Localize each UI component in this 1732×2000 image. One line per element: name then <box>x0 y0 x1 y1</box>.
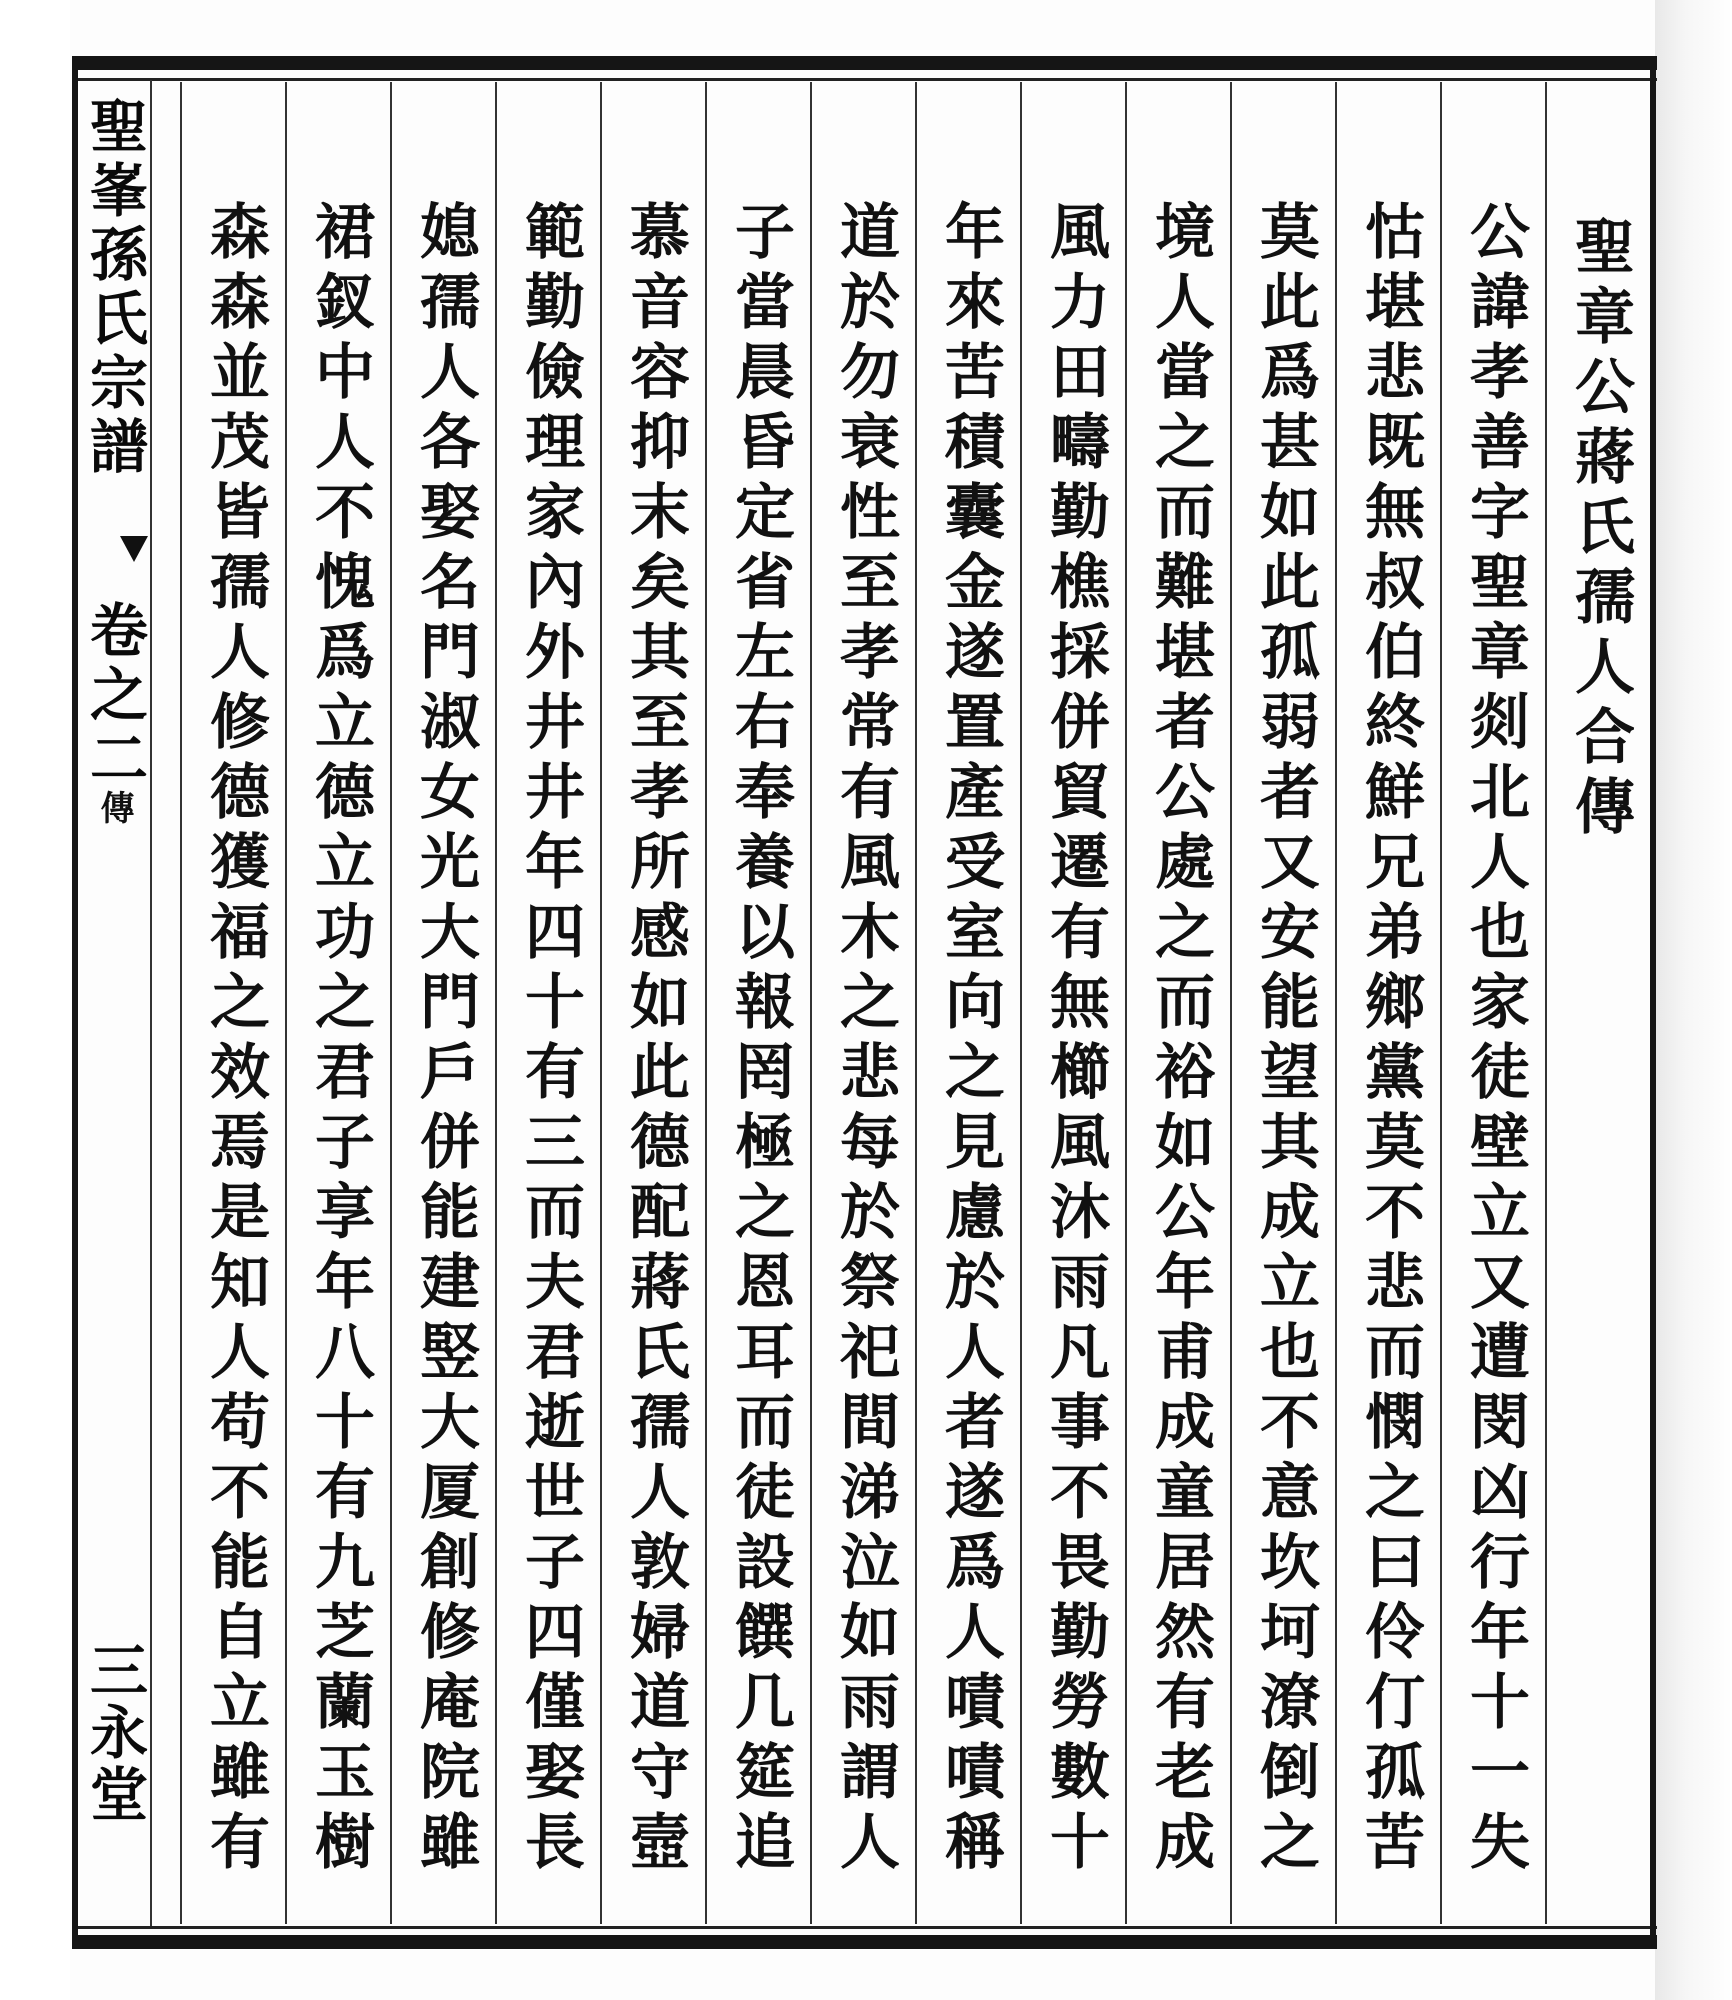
page-margin-right <box>1655 0 1732 2000</box>
text-column: 風力田疇勤樵採併貿遷有無櫛風沐雨凡事不畏勤勞數十 <box>1040 200 1110 1880</box>
text-column: 裙釵中人不愧爲立德立功之君子享年八十有九芝蘭玉樹 <box>305 200 375 1880</box>
fishtail-mark <box>120 536 148 562</box>
column-divider <box>1335 82 1337 1924</box>
right-border <box>1650 56 1656 1949</box>
bottom-border-thin <box>72 1926 1657 1929</box>
text-column: 怙堪悲既無叔伯終鮮兄弟鄉黨莫不悲而憫之曰伶仃孤苦 <box>1355 200 1425 1880</box>
text-column: 境人當之而難堪者公處之而裕如公年甫成童居然有老成 <box>1145 200 1215 1880</box>
text-column: 道於勿衰性至孝常有風木之悲每於祭祀間涕泣如雨謂人 <box>830 200 900 1880</box>
column-divider <box>1230 82 1232 1924</box>
text-column: 子當晨昏定省左右奉養以報罔極之恩耳而徒設饌几筵追 <box>725 200 795 1880</box>
column-divider <box>705 82 707 1924</box>
bottom-border-thick <box>72 1935 1657 1949</box>
column-divider <box>495 82 497 1924</box>
fold-line <box>150 80 152 1926</box>
top-border-thick <box>72 56 1657 70</box>
text-column: 公諱孝善字聖章剡北人也家徒壁立又遭閔凶行年十一失 <box>1460 200 1530 1880</box>
spine-title: 聖峯孫氏宗譜 <box>80 96 148 480</box>
biography-title: 聖章公蔣氏孺人合傳 <box>1565 215 1635 845</box>
top-border-thin <box>72 78 1657 81</box>
column-divider <box>180 82 182 1924</box>
spine-section: 傳 <box>94 790 134 824</box>
spine-volume: 卷之二 <box>80 600 148 792</box>
text-column: 森森並茂皆孺人修德獲福之效焉是知人苟不能自立雖有 <box>200 200 270 1880</box>
column-divider <box>600 82 602 1924</box>
page-margin-left <box>0 0 70 2000</box>
column-divider <box>810 82 812 1924</box>
column-divider <box>1440 82 1442 1924</box>
left-border <box>72 56 78 1949</box>
text-column: 年來苦積囊金遂置產受室向之見慮於人者遂爲人嘖嘖稱 <box>935 200 1005 1880</box>
column-divider <box>1125 82 1127 1924</box>
text-column: 莫此爲甚如此孤弱者又安能望其成立也不意坎坷潦倒之 <box>1250 200 1320 1880</box>
column-divider <box>1545 82 1547 1924</box>
spine-hall-name: 三永堂 <box>80 1640 148 1826</box>
text-column: 範勤儉理家內外井井年四十有三而夫君逝世子四僅娶長 <box>515 200 585 1880</box>
column-divider <box>1020 82 1022 1924</box>
column-divider <box>390 82 392 1924</box>
column-divider <box>915 82 917 1924</box>
column-divider <box>285 82 287 1924</box>
text-column: 慕音容抑末矣其至孝所感如此德配蔣氏孺人敦婦道守壼 <box>620 200 690 1880</box>
text-column: 媳孺人各娶名門淑女光大門戶併能建竪大厦創修庵院雖 <box>410 200 480 1880</box>
